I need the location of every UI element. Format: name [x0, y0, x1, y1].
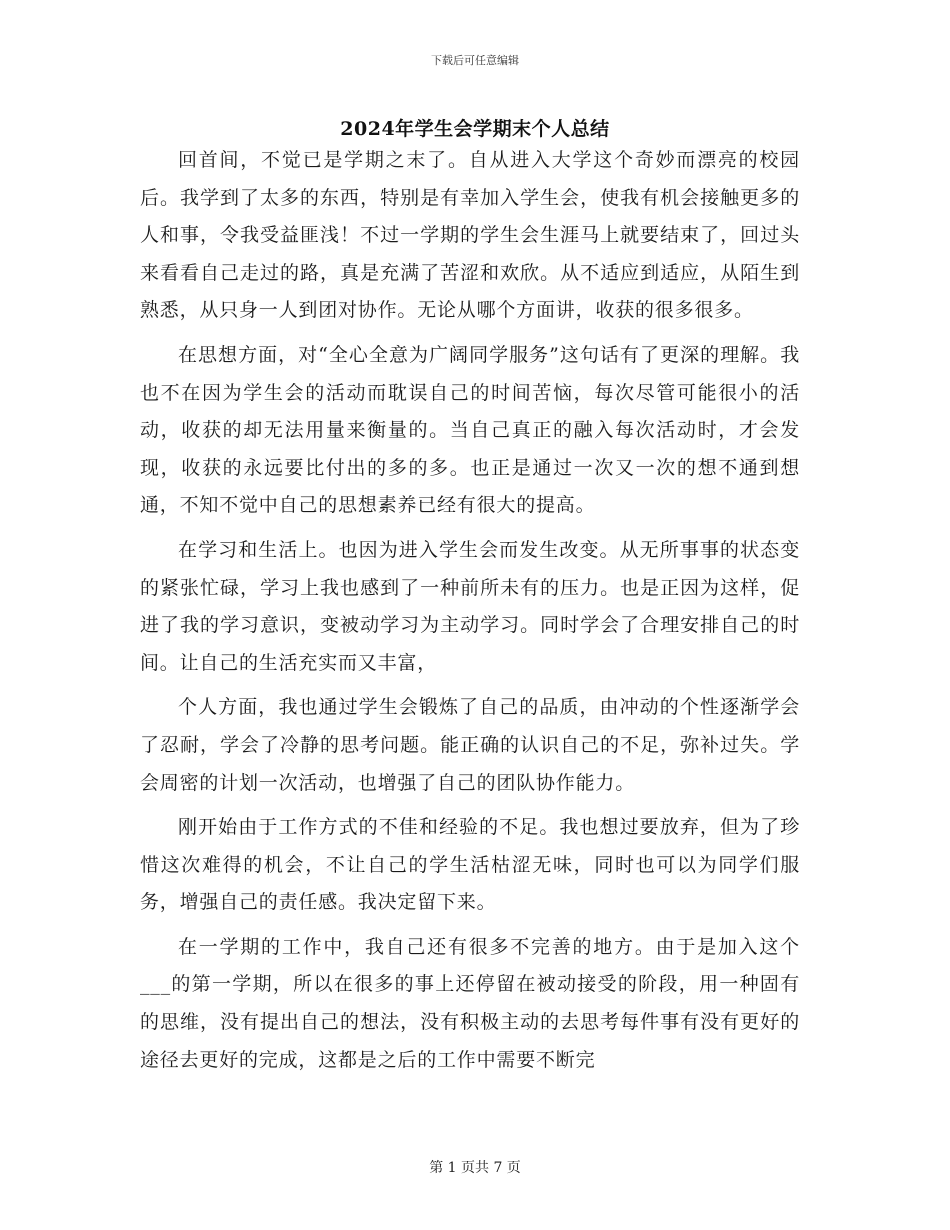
paragraph: 在学习和生活上。也因为进入学生会而发生改变。从无所事事的状态变的紧张忙碌，学习上我也感到了一种前所未有的压力。也是正因为这样，促进了我的学习意识，变被动学习为主动学习。同时学会了合理安排自己的时间。让自己的生活充实而又丰富，: [140, 538, 800, 674]
document-title: 2024年学生会学期末个人总结: [340, 118, 610, 140]
paragraph: 刚开始由于工作方式的不佳和经验的不足。我也想过要放弃，但为了珍惜这次难得的机会，不让自己的学生活枯涩无味，同时也可以为同学们服务，增强自己的责任感。我决定留下来。: [140, 816, 800, 914]
document-body: [140, 142, 800, 1086]
paragraph: 回首间，不觉已是学期之末了。自从进入大学这个奇妙而漂亮的校园后。我学到了太多的东西，特别是有幸加入学生会，使我有机会接触更多的人和事，令我受益匪浅！不过一学期的学生会生涯马上就要结束了，回过头来看看自己走过的路，真是充满了苦涩和欢欣。从不适应到适应，从陌生到熟悉，从只身一人到团对协作。无论从哪个方面讲，收获的很多很多。: [140, 149, 800, 322]
paragraph: 个人方面，我也通过学生会锻炼了自己的品质，由冲动的个性逐渐学会了忍耐，学会了冷静的思考问题。能正确的认识自己的不足，弥补过失。学会周密的计划一次活动，也增强了自己的团队协作能力。: [140, 696, 800, 794]
paragraph: 在思想方面，对“全心全意为广阔同学服务”这句话有了更深的理解。我也不在因为学生会的活动而耽误自己的时间苦恼，每次尽管可能很小的活动，收获的却无法用量来衡量的。当自己真正的融入每次活动时，才会发现，收获的永远要比付出的多的多。也正是通过一次又一次的想不通到想通，不知不觉中自己的思想素养已经有很大的提高。: [140, 343, 800, 517]
page-number-footer: 第 1 页共 7 页: [429, 1160, 521, 1176]
paragraph: 在一学期的工作中，我自己还有很多不完善的地方。由于是加入这个___的第一学期，所以在很多的事上还停留在被动接受的阶段，用一种固有的思维，没有提出自己的想法，没有积极主动的去思考每件事有没有更好的途径去更好的完成，这都是之后的工作中需要不断完: [140, 935, 800, 1071]
header-note: 下载后可任意编辑: [431, 54, 519, 67]
